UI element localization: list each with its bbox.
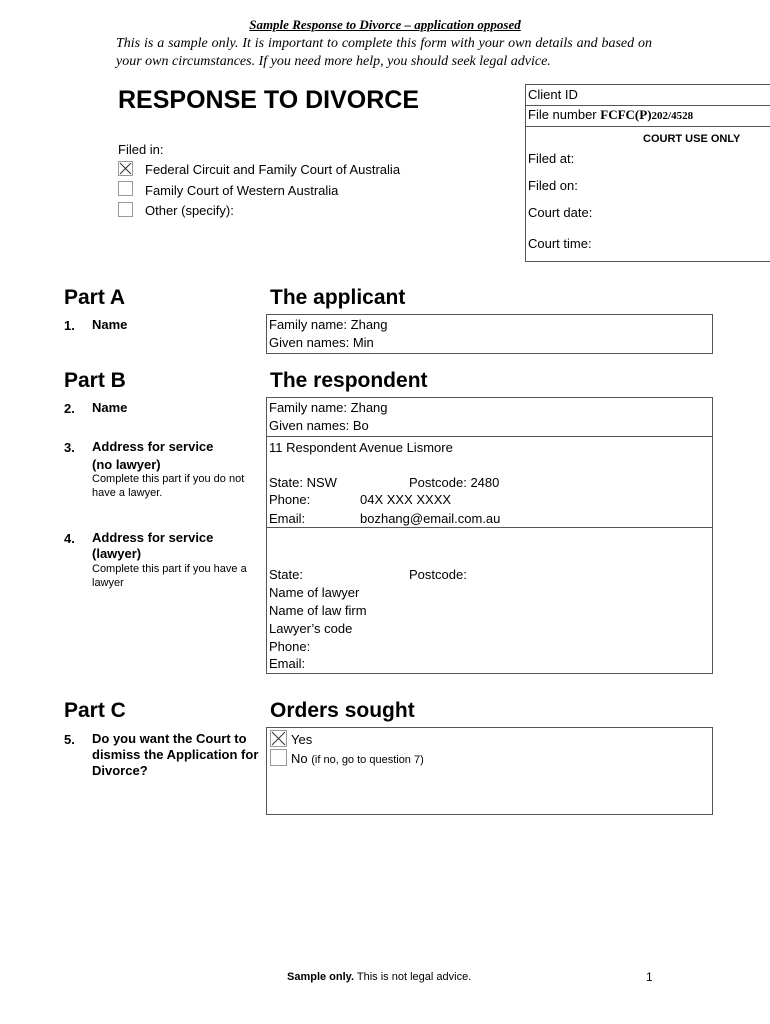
q4-lawyer-box[interactable] bbox=[266, 527, 713, 674]
q3-phone-value: 04X XXX XXXX bbox=[360, 492, 452, 507]
court-time-label: Court time: bbox=[528, 236, 592, 251]
q2-given-names bbox=[269, 418, 369, 433]
filed-on-label: Filed on: bbox=[528, 178, 578, 193]
page-number: 1 bbox=[646, 970, 653, 984]
footer-bold: Sample only. bbox=[287, 971, 355, 983]
page-title: RESPONSE TO DIVORCE bbox=[118, 86, 419, 114]
q2-family-name-label: Family name: bbox=[269, 400, 348, 415]
q3-postcode bbox=[409, 475, 499, 490]
q1-number: 1. bbox=[64, 318, 75, 333]
q3-label-line2: (no lawyer) bbox=[92, 457, 161, 472]
sample-heading: Sample Response to Divorce – application opposed bbox=[249, 17, 521, 32]
intro-text: This is a sample only. It is important to complete this form with your own details and based on your own circumstances. If you need more help, you should seek legal advice. bbox=[116, 36, 652, 69]
q5-no-checkbox[interactable] bbox=[270, 749, 287, 766]
footer-text: This is not legal advice. bbox=[356, 971, 472, 983]
q3-address: 11 Respondent Avenue Lismore bbox=[269, 440, 453, 455]
q1-family-name-label: Family name: bbox=[269, 317, 348, 332]
q5-answer-box bbox=[266, 727, 713, 815]
file-number-value: 202/4528 bbox=[651, 110, 694, 122]
q3-state-value: NSW bbox=[306, 475, 337, 490]
q4-lawyer-name-label: Name of lawyer bbox=[269, 585, 360, 600]
q4-phone-label: Phone: bbox=[269, 639, 311, 654]
part-c-title: Orders sought bbox=[270, 699, 415, 722]
q5-yes-label: Yes bbox=[291, 732, 313, 747]
filed-in-federal-label: Federal Circuit and Family Court of Australia bbox=[145, 162, 401, 177]
q1-given-names-value: Min bbox=[352, 335, 374, 350]
q4-label-line2: (lawyer) bbox=[92, 546, 142, 561]
footer-note bbox=[287, 971, 471, 983]
q5-label: Do you want the Court to dismiss the Application for Divorce? bbox=[92, 731, 259, 778]
part-b-label: Part B bbox=[64, 369, 126, 392]
q4-hint: Complete this part if you have a lawyer bbox=[92, 563, 247, 589]
filed-in-other-label: Other (specify): bbox=[145, 203, 234, 218]
q3-email-label: Email: bbox=[269, 511, 306, 526]
q5-yes-checkbox[interactable] bbox=[270, 730, 287, 747]
filed-in-label: Filed in: bbox=[118, 142, 164, 157]
checkbox-cross-icon bbox=[119, 162, 132, 175]
q2-given-names-label: Given names: bbox=[269, 418, 350, 433]
court-date-label: Court date: bbox=[528, 205, 593, 220]
filed-at-label: Filed at: bbox=[528, 151, 575, 166]
q4-postcode-label: Postcode: bbox=[409, 567, 467, 582]
q4-number: 4. bbox=[64, 531, 75, 546]
q4-label-line1: Address for service bbox=[92, 530, 214, 545]
file-number-prefix: FCFC(P) bbox=[600, 107, 652, 122]
filed-in-federal-checkbox[interactable] bbox=[118, 161, 133, 176]
q5-no bbox=[291, 751, 424, 766]
q3-postcode-label: Postcode: bbox=[409, 475, 467, 490]
filed-in-wa-checkbox[interactable] bbox=[118, 181, 133, 196]
q3-postcode-value: 2480 bbox=[470, 475, 500, 490]
q2-number: 2. bbox=[64, 401, 75, 416]
court-use-only-label: COURT USE ONLY bbox=[643, 133, 741, 145]
part-a-title: The applicant bbox=[270, 286, 406, 309]
q5-number: 5. bbox=[64, 732, 75, 747]
q4-email-label: Email: bbox=[269, 656, 306, 671]
q3-email-value: bozhang@email.com.au bbox=[360, 511, 501, 526]
q3-phone-label: Phone: bbox=[269, 492, 311, 507]
part-c-label: Part C bbox=[64, 699, 126, 722]
q1-given-names-label: Given names: bbox=[269, 335, 350, 350]
part-a-label: Part A bbox=[64, 286, 126, 309]
q1-label: Name bbox=[92, 317, 128, 332]
q3-hint: Complete this part if you do not have a lawyer. bbox=[92, 473, 245, 499]
q3-state bbox=[269, 475, 337, 490]
q2-family-name bbox=[269, 400, 388, 415]
q2-given-names-value: Bo bbox=[352, 418, 369, 433]
q3-state-label: State: bbox=[269, 475, 303, 490]
file-number bbox=[528, 107, 693, 123]
q2-family-name-value: Zhang bbox=[350, 400, 388, 415]
q5-no-label: No bbox=[291, 751, 308, 766]
q5-no-hint: (if no, go to question 7) bbox=[311, 754, 424, 766]
filed-in-other-checkbox[interactable] bbox=[118, 202, 133, 217]
q2-label: Name bbox=[92, 400, 128, 415]
checkbox-cross-icon bbox=[271, 731, 286, 746]
q1-family-name bbox=[269, 317, 388, 332]
file-number-label: File number bbox=[528, 107, 597, 122]
q3-number: 3. bbox=[64, 440, 75, 455]
q1-given-names bbox=[269, 335, 374, 350]
part-b-title: The respondent bbox=[270, 369, 428, 392]
client-id-label: Client ID bbox=[528, 87, 578, 102]
q4-law-firm-label: Name of law firm bbox=[269, 603, 367, 618]
q4-state-label: State: bbox=[269, 567, 303, 582]
q1-family-name-value: Zhang bbox=[350, 317, 388, 332]
q3-label-line1: Address for service bbox=[92, 439, 214, 454]
filed-in-wa-label: Family Court of Western Australia bbox=[145, 183, 339, 198]
q4-lawyer-code-label: Lawyer’s code bbox=[269, 621, 353, 636]
